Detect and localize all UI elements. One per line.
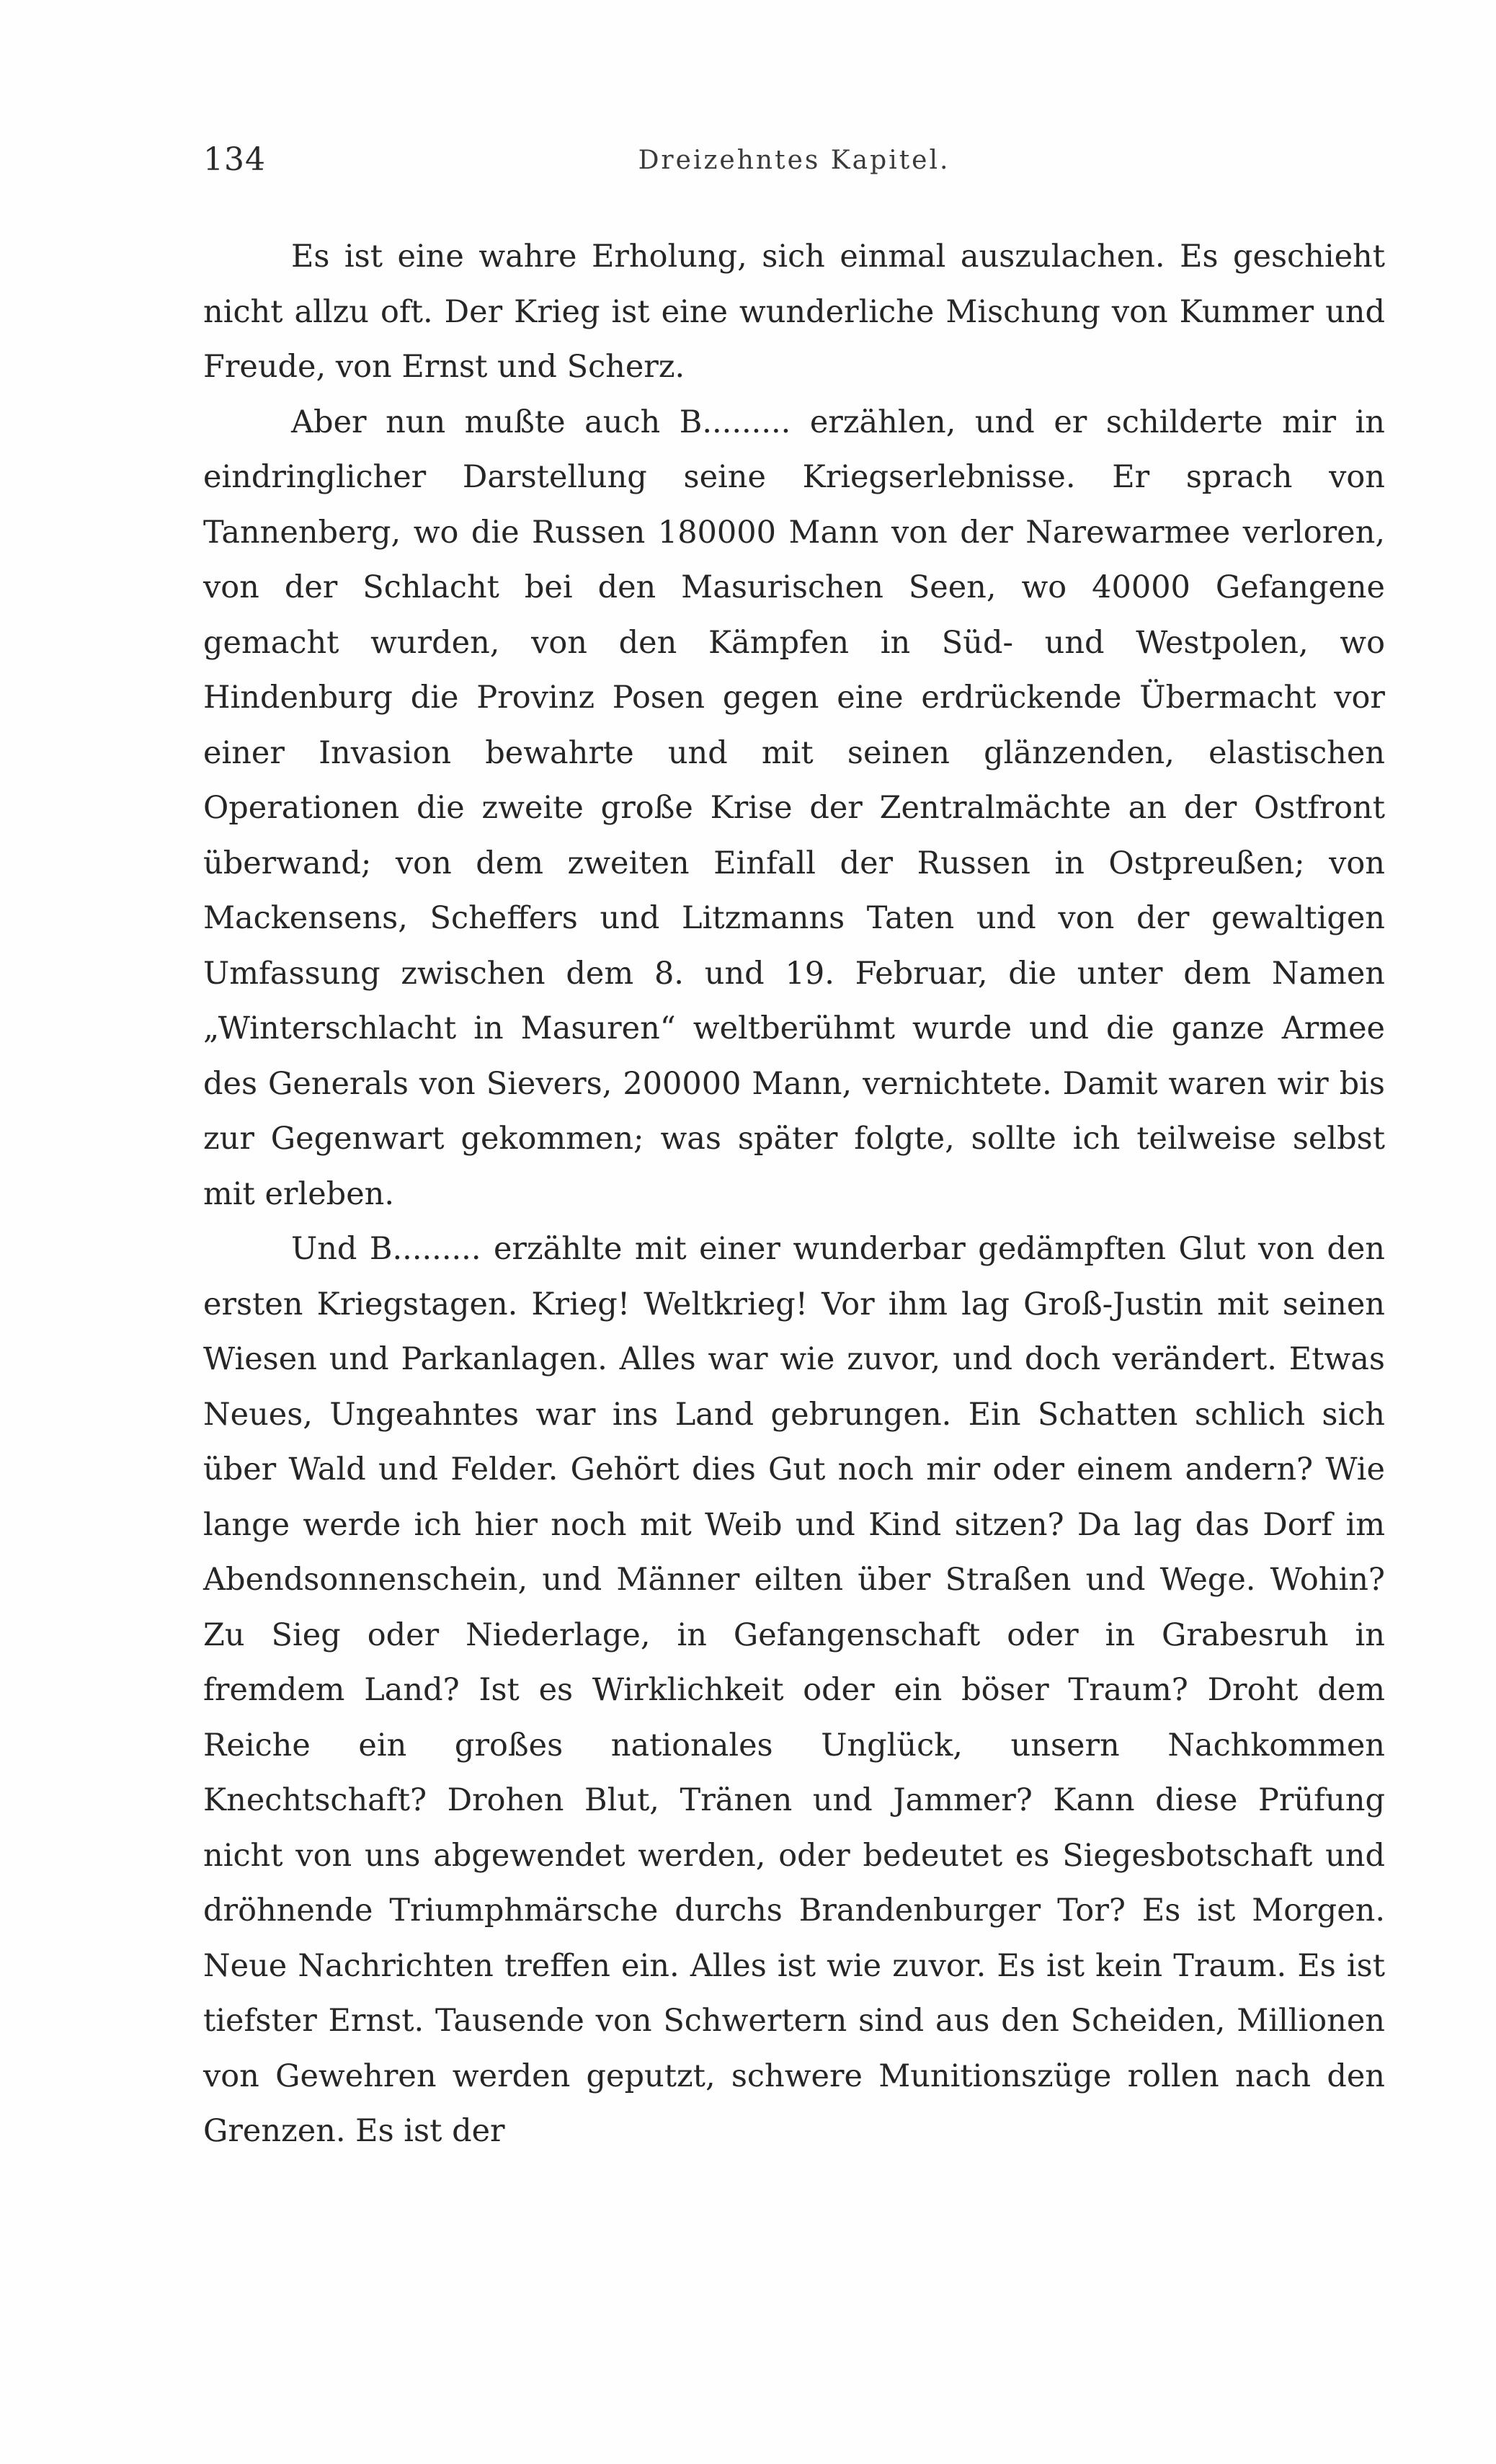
paragraph: Aber nun mußte auch B......... erzählen, und er schilderte mir in eindringlicher Darstellung seine Kriegserlebnisse. Er sprach von Tannenberg, wo die Russen 180000 Mann von der Narewarmee verloren, von der Schlacht bei den Masurischen Seen, wo 40000 Gefangene gemacht wurden, von den Kämpfen in Süd- und Westpolen, wo Hindenburg die Provinz Posen gegen eine erdrückende Übermacht vor einer Invasion bewahrte und mit seinen glänzenden, elastischen Operationen die zweite große Krise der Zentralmächte an der Ostfront überwand; von dem zweiten Einfall der Russen in Ostpreußen; von Mackensens, Scheffers und Litzmanns Taten und von der gewaltigen Umfassung zwischen dem 8. und 19. Februar, die unter dem Namen „Winterschlacht in Masuren“ weltberühmt wurde und die ganze Armee des Generals von Sievers, 200000 Mann, vernichtete. Damit waren wir bis zur Gegenwart gekommen; was später folgte, sollte ich teilweise selbst mit erleben. bbox=[203, 404, 1385, 1212]
paragraph: Es ist eine wahre Erholung, sich einmal auszulachen. Es geschieht nicht allzu oft. Der Krieg ist eine wunderliche Mischung von Kummer und Freude, von Ernst und Scherz. bbox=[203, 239, 1385, 385]
running-head bbox=[203, 141, 1385, 192]
chapter-title: Dreizehntes Kapitel. bbox=[638, 146, 950, 175]
body-text bbox=[203, 229, 1385, 2159]
page-number: 134 bbox=[203, 141, 266, 178]
paragraph: Und B......... erzählte mit einer wunderbar gedämpften Glut von den ersten Kriegstagen. Krieg! Weltkrieg! Vor ihm lag Groß-Justin mit seinen Wiesen und Parkanlagen. Alles war wie zuvor, und doch verändert. Etwas Neues, Ungeahntes war ins Land gebrungen. Ein Schatten schlich sich über Wald und Felder. Gehört dies Gut noch mir oder einem andern? Wie lange werde ich hier noch mit Weib und Kind sitzen? Da lag das Dorf im Abendsonnenschein, und Männer eilten über Straßen und Wege. Wohin? Zu Sieg oder Niederlage, in Gefangenschaft oder in Grabesruh in fremdem Land? Ist es Wirklichkeit oder ein böser Traum? Droht dem Reiche ein großes nationales Unglück, unsern Nachkommen Knechtschaft? Drohen Blut, Tränen und Jammer? Kann diese Prüfung nicht von uns abgewendet werden, oder bedeutet es Siegesbotschaft und dröhnende Triumphmärsche durchs Brandenburger Tor? Es ist Morgen. Neue Nachrichten treffen ein. Alles ist wie zuvor. Es ist kein Traum. Es ist tiefster Ernst. Tausende von Schwertern sind aus den Scheiden, Millionen von Gewehren werden geputzt, schwere Munitionszüge rollen nach den Grenzen. Es ist der bbox=[203, 1231, 1385, 2149]
